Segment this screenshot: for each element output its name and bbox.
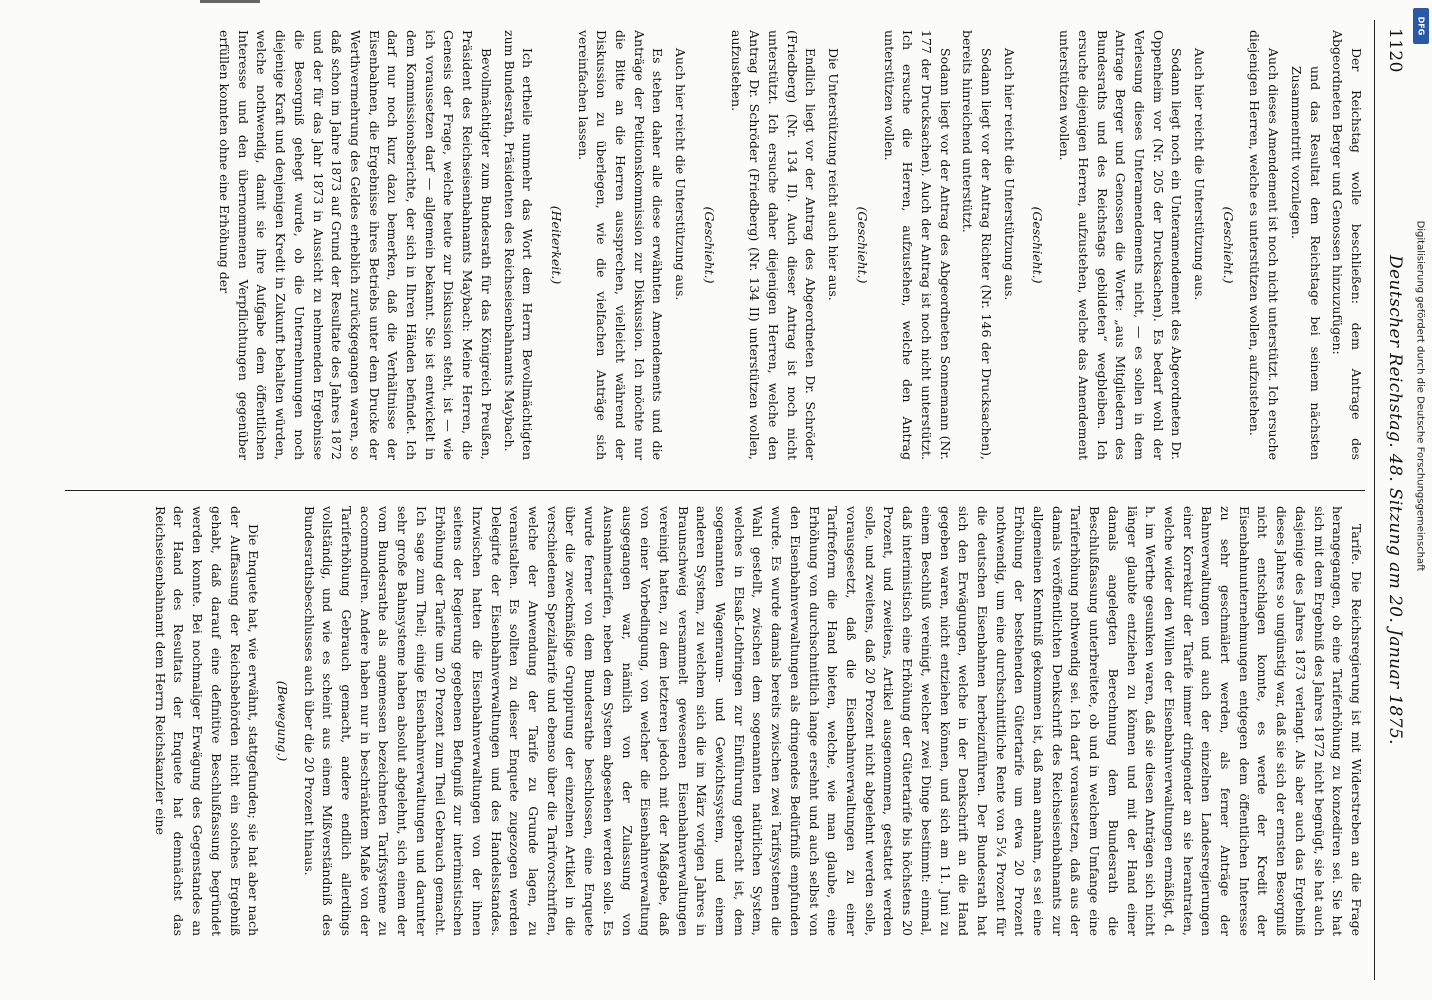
paragraph: Auch hier reicht die Unterstützung aus.: [1192, 48, 1208, 301]
scan-edge-mark: [200, 0, 260, 3]
paragraph: Ich ertheile nunmehr das Wort dem Herrn Bevollmächtigten zum Bundesrath, Präsidenten des Reichseisenbahnamts Maybach.: [501, 30, 536, 460]
header-rule: [1374, 20, 1375, 980]
paragraph: und das Resultat dem Reichstage bei seinem nächsten Zusammentritt vorzulegen.: [1288, 66, 1323, 460]
paragraph: Die Unterstützung reicht auch hier aus.: [826, 48, 842, 301]
dfg-logo: [1413, 8, 1429, 44]
stage-direction: (Geschieht.): [854, 206, 870, 284]
paragraph: Endlich liegt vor der Antrag des Abgeordneten Dr. Schröder (Friedberg) (Nr. 134 II). Auch dieser Antrag ist noch nicht unterstützt. Ich ersuche daher diejenigen Herren, welche den Antrag Dr. Schröder (Friedberg) (Nr. 134 II) unterstützen wollen, aufzustehen.: [728, 30, 819, 460]
document-page: [11, 20, 1421, 980]
digitization-credit: [1410, 6, 1430, 786]
stage-direction: (Bewegung.): [274, 680, 290, 762]
paragraph: Sodann liegt vor der Antrag Richter (Nr. 146 der Drucksachen), bereits hinreichend unterstützt.: [960, 30, 995, 460]
paragraph: Tarife. Die Reichsregierung ist mit Widerstreben an die Frage herangegangen, ob eine Tariferhöhung zu konzediren sei. Sie hat sich mit dem Ergebniß des Jahres 1872 nicht begnügt, sie hat auch dasjenige des Jahres 1873 verlangt. Als aber auch das Ergebniß dieses Jahres so ungünstig war, daß sie sich der ernsten Besorgniß nicht entschlagen konnte, es werde der Kredit der Eisenbahnunternehmungen entgegen dem öffentlichen Interesse zu sehr geschmälert werden, als ferner Anträge der Bahnverwaltungen und auch der einzelnen Landesregierungen einer Korrektur der Tarife immer dringender an sie herantraten, welche wider den Willen der Eisenbahnverwaltungen ermäßigt, d. h. im Werthe gesunken waren, daß sie diesen Anträgen sich nicht länger glaubte entziehen zu können und mit der Hand einer damals angelegten Berechnung dem Bundesrath die Beschlußfassung unterbreitete, ob und in welchem Umfange eine Tariferhöhung nothwendig sei. Ich darf voraussetzen, daß aus der damals veröffentlichten Denkschrift des Reichseisenbahnamts zur allgemeinen Kenntniß gekommen ist, daß man annahm, es sei eine Erhöhung der bestehenden Gütertarife um etwa 20 Prozent nothwendig, um eine durchschnittliche Rente von 5¼ Prozent für die deutschen Eisenbahnen herbeizuführen. Der Bundesrath hat sich den Erwägungen, welche in der Denkschrift an die Hand gegeben waren, nicht entziehen können, und sich am 11. Juni zu einem Beschluß vereinigt, welcher zwei Dinge bestimmt: einmal, daß interimistisch eine Erhöhung der Gütertarife bis höchstens 20 Prozent, und zweitens, Artikel ausgenommen, gestattet werden solle, und zweitens, daß 20 Prozent nicht abgelehnt werden solle, vorausgesetzt, daß die Eisenbahnverwaltungen zu einer Tarifreform die Hand bieten, welche, wie man glaube, eine Erhöhung von durchschnittlich lange ersehnt und auch selbst von den Eisenbahnverwaltungen als dringendes Bedürfniß empfunden wurde. Es wurde damals bereits zwischen zwei Tarifsystemen die Wahl gestellt, zwischen dem sogenannten natürlichen System, welches in Elsaß-Lothringen zur Einführung gebracht ist, dem sogenannten Wagenraum- und Gewichtssystem, und einem anderen System, zu welchem sich die im März vorigen Jahres in Braunschweig versammelt gewesenen Eisenbahnverwaltungen vereinigt hatten, zu dem letzteren jedoch mit der Maßgabe, daß von einer Vorbedingung, von welcher die Eisenbahnverwaltung ausgegangen war, nämlich von der Zulassung von Ausnahmetarifen, neben dem System abgesehen werden solle. Es wurde ferner von dem Bundesrathe beschlossen, eine Enquete über die zweckmäßige Gruppirung der einzelnen Artikel in die verschiedenen Spezialtarife und ebenso über die Tarifvorschriften, welche der Anwendung der Tarife zu Grunde lagen, zu veranstalten. Es sollten zu dieser Enquete zugezogen werden Delegirte der Eisenbahnverwaltungen und des Handelsstandes. Inzwischen hatten die Eisenbahnverwaltungen von der ihnen seitens der Regierung gegebenen Befugniß zur interimistischen Erhöhung der Tarife um 20 Prozent zum Theil Gebrauch gemacht. Ich sage zum Theil; einige Eisenbahnverwaltungen und darunter sehr große Bahnsysteme haben absolut abgelehnt, sich einem der vom Bundesrathe als angemessen bezeichneten Tarifsysteme zu accommodiren. Andere haben nur in beschränktem Maße von der Tariferhöhung Gebrauch gemacht, andere endlich allerdings vollständig, und wie es scheint aus einem Mißverständniß des Bundesrathsbeschlusses auch über die 20 Prozent hinaus.: [301, 506, 1364, 936]
paragraph: Auch dieses Amendement ist noch nicht unterstützt. Ich ersuche diejenigen Herren, welche es unterstützen wollen, aufzustehen.: [1247, 30, 1282, 460]
stage-direction: (Geschieht.): [701, 206, 717, 284]
page-number: 1120: [1385, 28, 1405, 73]
text-column-right: [55, 506, 1365, 936]
paragraph: Die Enquete hat, wie erwähnt, stattgefunden; sie hat aber nach der Auffassung der Reichsbehörden nicht ein solches Ergebniß gehabt, daß darauf eine definitive Beschlußfassung begründet werden konnte. Bei nochmaliger Erwägung des Gegenstandes an der Hand des Resultats der Enquete hat demnächst das Reichseisenbahnamt dem Herrn Reichskanzler eine: [152, 506, 262, 936]
stage-direction: (Geschieht.): [1030, 206, 1046, 284]
digitization-credit-text: Digitalisierung gefördert durch die Deutsche Forschungsgemeinschaft: [1414, 220, 1426, 572]
paragraph: Sodann liegt noch ein Unteramendement des Abgeordneten Dr. Oppenheim vor (Nr. 205 der Drucksachen). Es bedarf wohl der Verlesung dieses Unteramendements nicht, — es sollen in dem Antrage Berger und Genossen die Worte: „aus Mitgliedern des Bundesraths und des Reichstags gebildeten“ wegbleiben. Ich ersuche diejenigen Herren, aufzustehen, welche das Amendement unterstützen wollen.: [1057, 30, 1185, 460]
paragraph: Bevollmächtigter zum Bundesrath für das Königreich Preußen, Präsident des Reichseisenbahnamts Maybach: Meine Herren, die Genesis der Frage, welche heute zur Diskussion steht, ist — wie ich voraussetzen darf — allgemein bekannt. Sie ist entwickelt in dem Kommissionsberichte, der sich in Ihren Händen befindet. Ich darf nur noch kurz dazu bemerken, daß die Verhältnisse der Eisenbahnen, die Ergebnisse ihres Betriebs unter dem Drucke der Werthvermehrung des Geldes erheblich zurückgegangen waren, so daß schon im Jahre 1873 auf Grund der Resultate des Jahres 1872 und der für das Jahr 1873 in Aussicht zu nehmenden Ergebnisse die Besorgniß gehegt wurde, ob die Unternehmungen noch diejenige Kraft und denjenigen Kredit in Zukunft behalten würden, welche nothwendig, damit sie ihre Aufgabe dem öffentlichen Interesse und den übernommenen Verpflichtungen gegenüber erfüllen konnten ohne eine Erhöhung der: [217, 30, 494, 460]
page-title: Deutscher Reichstag. 48. Sitzung am 20. Januar 1875.: [1385, 255, 1405, 745]
paragraph: Sodann liegt vor der Antrag des Abgeordneten Sonnemann (Nr. 177 der Drucksachen). Auch der Antrag ist noch nicht unterstützt. Ich ersuche die Herren, aufzustehen, welche den Antrag unterstützen wollen.: [881, 30, 953, 460]
stage-direction: (Geschieht.): [1220, 206, 1236, 284]
paragraph: Es stehen daher alle diese erwähnten Amendements und die Anträge der Petitionskommission zur Diskussion. Ich möchte nur die Bitte an die Herren aussprechen, vielleicht während der Diskussion zu überlegen, wie die vielfachen Anträge sich vereinfachen lassen.: [575, 30, 666, 460]
dfg-logo-text: DFG: [1416, 16, 1426, 36]
page-header: [1377, 20, 1411, 980]
stage-direction: (Heiterkeit.): [548, 205, 564, 285]
paragraph: Der Reichstag wolle beschließen: dem Antrage des Abgeordneten Berger und Genossen hinzuzufügen:: [1330, 30, 1364, 460]
text-column-left: [55, 30, 1365, 460]
paragraph: Auch hier reicht die Unterstützung aus.: [673, 48, 689, 301]
paragraph: Auch hier reicht die Unterstützung aus.: [1001, 48, 1017, 301]
column-divider: [65, 490, 1365, 491]
